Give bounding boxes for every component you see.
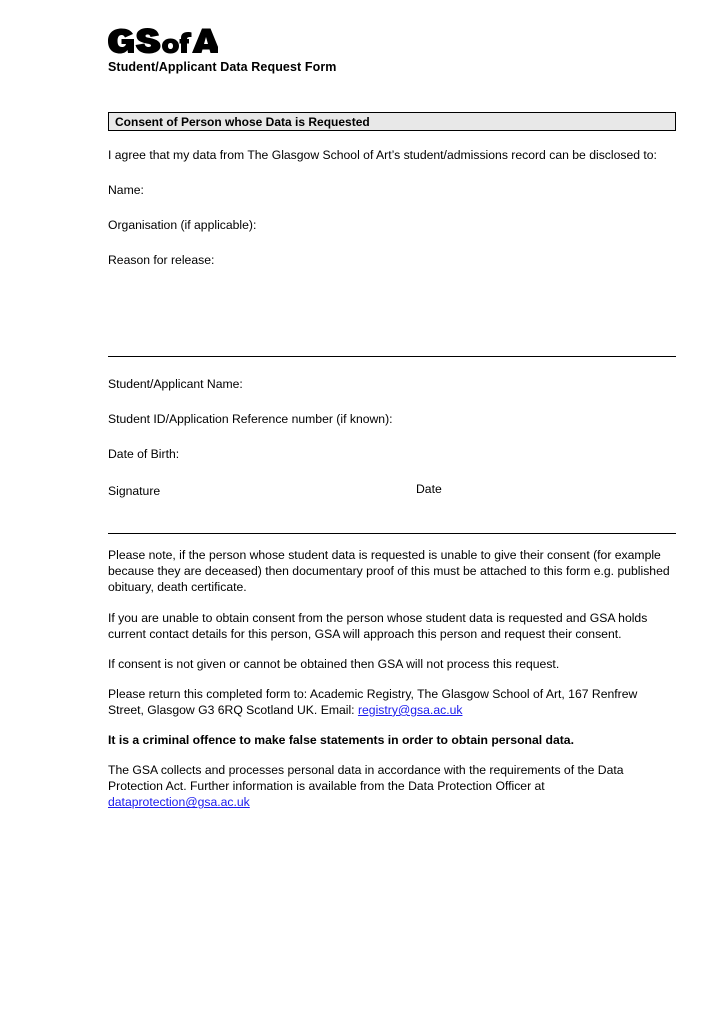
signature-label: Signature [108,484,161,499]
date-label: Date [416,482,442,497]
field-date-of-birth-label: Date of Birth: [108,447,180,462]
document-content [108,28,676,810]
field-student-id-label: Student ID/Application Reference number (if known): [108,412,393,427]
field-organisation-label: Organisation (if applicable): [108,217,257,232]
divider-lower [108,533,676,534]
field-reason-label: Reason for release: [108,252,215,267]
gsa-logo-icon [108,28,218,54]
section-header-consent: Consent of Person whose Data is Requested [108,112,676,131]
note-gsa-approach: If you are unable to obtain consent from the person whose student data is requested and GSA holds current contact details for this person, GSA will approach this person and request their consent. [108,610,648,641]
consent-intro-text: I agree that my data from The Glasgow School of Art’s student/admissions record can be disclosed to: [108,147,657,162]
return-address-text: Please return this completed form to: Academic Registry, The Glasgow School of Art, 167 Renfrew Street, Glasgow G3 6RQ Scotland UK. Email: [108,686,638,717]
note-consent-not-given: If consent is not given or cannot be obtained then GSA will not process this request. [108,656,560,671]
dataprotection-email-link[interactable]: dataprotection@gsa.ac.uk [108,795,250,810]
field-student-name-label: Student/Applicant Name: [108,377,243,391]
data-protection-text: The GSA collects and processes personal data in accordance with the requirements of the Data Protection Act. Further information is available from the Data Protection Officer at [108,763,624,794]
note-data-protection [108,762,676,810]
signature-row [108,482,676,504]
note-consent-unable: Please note, if the person whose student data is requested is unable to give their consent (for example because they are deceased) then documentary proof of this must be attached to this form e.g. published obituary, death certificate. [108,548,670,595]
note-return-address [108,686,676,718]
registry-email-link[interactable]: registry@gsa.ac.uk [357,702,463,717]
divider-upper [108,356,676,357]
page-title: Student/Applicant Data Request Form [108,60,337,74]
note-criminal-offence: It is a criminal offence to make false statements in order to obtain personal data. [108,733,574,748]
field-name-label: Name: [108,182,144,197]
